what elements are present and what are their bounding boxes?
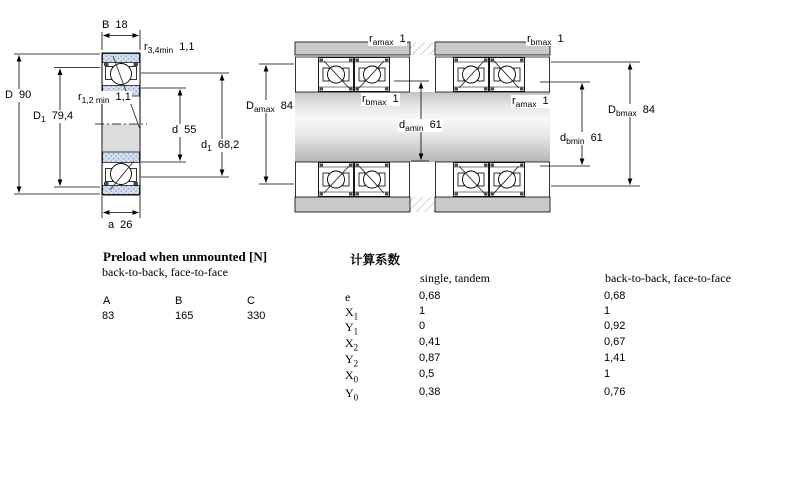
dim-base: r	[369, 33, 373, 45]
factors-row	[0, 386, 800, 401]
dim-base: d	[399, 119, 406, 131]
dim-value: 1	[557, 33, 564, 45]
dim-D1	[32, 110, 74, 123]
ball-top	[111, 64, 132, 85]
dimension-lines-df	[540, 62, 640, 186]
factor-value-single-tandem: 0,87	[419, 352, 441, 364]
factor-value-single-tandem: 0,68	[419, 290, 441, 302]
preload-col-header: A	[103, 295, 111, 307]
dim-base: D	[246, 100, 254, 112]
dim-value: 68,2	[217, 139, 240, 151]
dim-value: 84	[642, 104, 655, 116]
factor-value-single-tandem: 1	[419, 305, 426, 317]
factor-value-single-tandem: 0,38	[419, 386, 441, 398]
dim-damin	[398, 119, 443, 132]
factor-value-btb-ftf: 0,76	[604, 386, 626, 398]
break-hatch-bottom	[410, 197, 435, 212]
factor-label: $Y_2$	[345, 352, 359, 369]
preload-col-header: B	[175, 295, 183, 307]
dim-sub: amin	[405, 123, 424, 134]
dim-Damax	[245, 100, 294, 113]
preload-title: Preload when unmounted [N]	[103, 249, 268, 264]
factors-title: 计算系数	[350, 253, 401, 267]
dim-value: 61	[590, 132, 603, 144]
factor-label: $X_1$	[345, 305, 359, 322]
break-hatch-top	[410, 43, 435, 56]
factor-label: e	[345, 290, 351, 304]
factor-value-single-tandem: 0,5	[419, 368, 435, 380]
dim-a	[107, 219, 133, 232]
dim-sub: bmax	[615, 108, 637, 119]
preload-value: 330	[247, 310, 266, 322]
dim-sub: amax	[515, 99, 537, 110]
dim-base: B	[102, 19, 110, 31]
factor-value-single-tandem: 0,41	[419, 336, 441, 348]
dim-sub: 1	[207, 143, 212, 154]
dim-value: 1,1	[179, 41, 195, 53]
factors-col2-header: back-to-back, face-to-face	[605, 271, 731, 285]
dim-sub: 3,4min	[147, 45, 174, 56]
factors-row	[0, 352, 800, 367]
dim-value: 55	[184, 124, 197, 136]
factors-row	[0, 336, 800, 351]
dim-value: 1	[392, 93, 399, 105]
dim-base: d	[560, 132, 567, 144]
dim-base: r	[78, 91, 82, 103]
factors-col1-header: single, tandem	[420, 271, 490, 285]
dim-rbmax-db	[361, 93, 400, 106]
dim-base: r	[362, 93, 366, 105]
factor-value-btb-ftf: 1,41	[604, 352, 626, 364]
dim-value: 1	[399, 33, 406, 45]
preload-subtitle: back-to-back, face-to-face	[102, 265, 228, 279]
factor-value-btb-ftf: 0,92	[604, 320, 626, 332]
ball-bottom	[111, 164, 132, 185]
factors-row	[0, 368, 800, 383]
dim-base: r	[512, 95, 516, 107]
dim-D	[4, 89, 32, 102]
dim-value: 1	[542, 95, 549, 107]
dim-sub: bmax	[530, 37, 552, 48]
dim-value: 1,1	[115, 91, 131, 103]
dim-value: 26	[120, 219, 133, 231]
dim-d1	[200, 139, 240, 152]
dim-value: 61	[429, 119, 442, 131]
dim-base: d	[201, 139, 208, 151]
dim-base: d	[172, 124, 179, 136]
factor-value-btb-ftf: 1	[604, 305, 611, 317]
dim-d	[171, 124, 197, 137]
dim-Dbmax	[607, 104, 656, 117]
dim-value: 90	[18, 89, 32, 101]
dim-value: 18	[115, 19, 128, 31]
dim-sub: amax	[253, 104, 275, 115]
dim-sub: 1	[40, 114, 46, 125]
dim-base: a	[108, 219, 115, 231]
preload-value: 83	[102, 310, 115, 322]
dim-sub: bmax	[365, 97, 387, 108]
factor-value-btb-ftf: 0,67	[604, 336, 626, 348]
factor-value-btb-ftf: 1	[604, 368, 611, 380]
factor-label: $Y_0$	[345, 386, 359, 403]
dim-value: 79,4	[51, 110, 74, 122]
dim-ramax-df	[511, 95, 550, 108]
dim-value: 84	[280, 100, 293, 112]
dim-sub: bmin	[566, 136, 585, 147]
preload-value: 165	[175, 310, 194, 322]
dim-base: D	[5, 89, 13, 101]
dim-sub: 1,2 min	[81, 95, 110, 106]
dim-base: D	[33, 110, 41, 122]
factor-value-single-tandem: 0	[419, 320, 426, 332]
factors-row	[0, 305, 800, 320]
dim-base: r	[527, 33, 531, 45]
dim-r12min	[77, 91, 132, 104]
factors-row	[0, 290, 800, 305]
dim-dbmin	[559, 132, 604, 145]
factor-label: $Y_1$	[345, 320, 359, 337]
dim-base: D	[608, 104, 616, 116]
preload-col-header: C	[247, 295, 255, 307]
factor-label: $X_2$	[345, 336, 359, 353]
factor-label: $X_0$	[345, 368, 359, 385]
dim-ramax-db	[368, 33, 407, 46]
dim-B	[101, 19, 129, 32]
dim-r34min	[143, 41, 195, 54]
dim-base: r	[144, 41, 148, 53]
dim-sub: amax	[372, 37, 394, 48]
factors-row	[0, 320, 800, 335]
factor-value-btb-ftf: 0,68	[604, 290, 626, 302]
dim-rbmax-df	[526, 33, 565, 46]
